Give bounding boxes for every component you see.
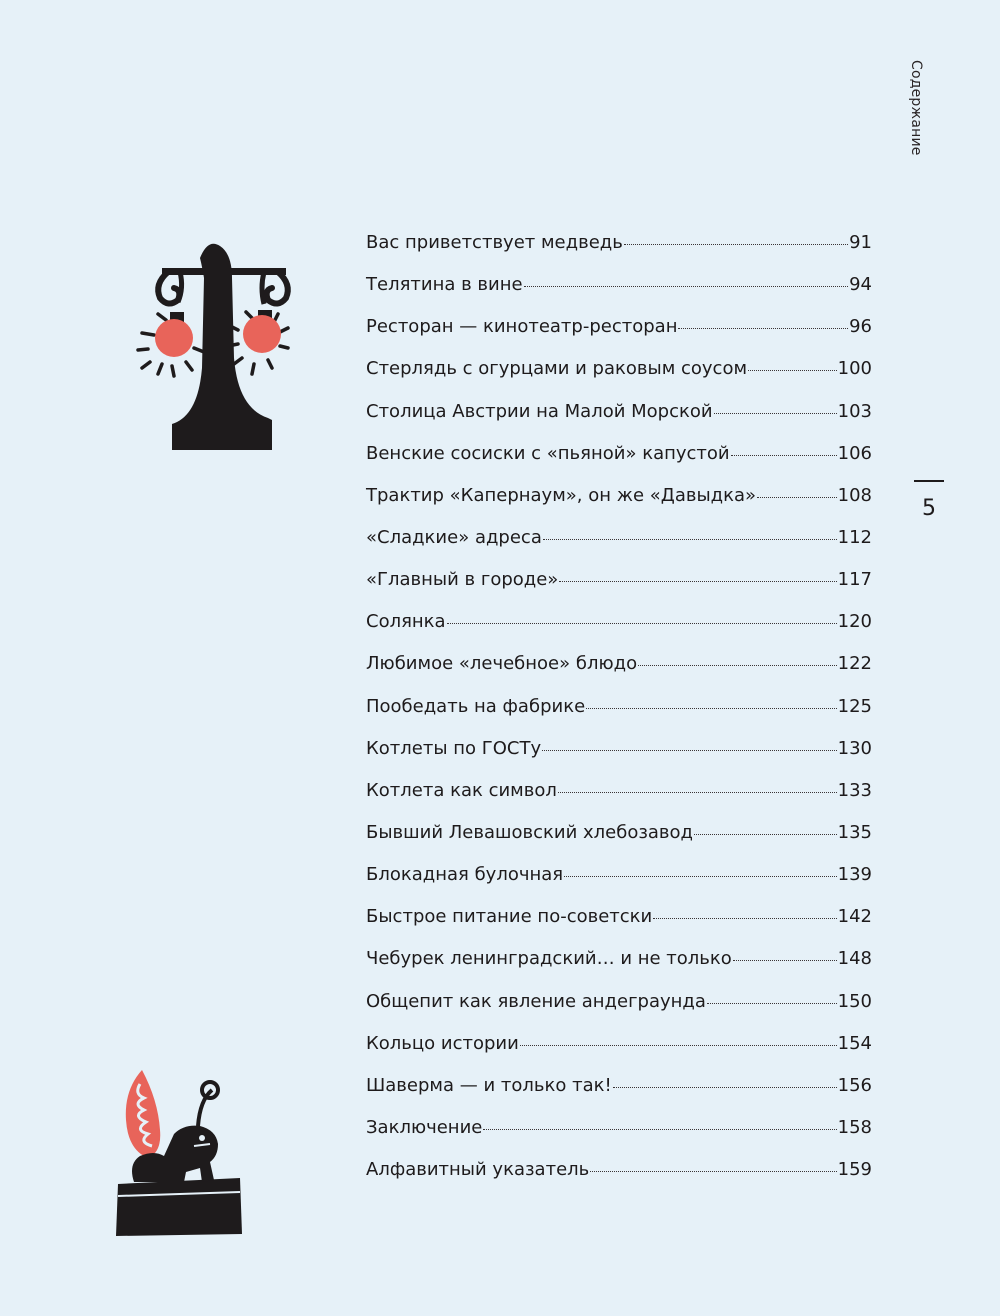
toc-entry-page: 125: [837, 695, 872, 717]
toc-entry[interactable]: [366, 653, 872, 695]
toc-entry[interactable]: [366, 232, 872, 274]
toc-entry-title: Шаверма — и только так!: [366, 1074, 612, 1096]
dot-leader: [542, 750, 837, 751]
toc-entry-title: Котлеты по ГОСТу: [366, 737, 542, 759]
dot-leader: [447, 623, 837, 624]
dot-leader: [558, 792, 837, 793]
dot-leader: [586, 708, 837, 709]
toc-entry[interactable]: [366, 991, 872, 1033]
toc-entry-page: 94: [849, 274, 872, 296]
toc-entry-title: Пообедать на фабрике: [366, 695, 586, 717]
street-lamp-icon: [128, 238, 304, 452]
toc-entry-page: 156: [837, 1074, 872, 1096]
toc-entry-title: Трактир «Капернаум», он же «Давыдка»: [366, 484, 757, 506]
dot-leader: [524, 286, 849, 287]
toc-entry-title: «Главный в городе»: [366, 569, 559, 591]
toc-entry[interactable]: [366, 1159, 872, 1201]
toc-entry[interactable]: [366, 401, 872, 443]
dot-leader: [590, 1171, 836, 1172]
toc-entry[interactable]: [366, 274, 872, 316]
toc-entry-page: 139: [837, 864, 872, 886]
toc-entry-page: 120: [837, 611, 872, 633]
dot-leader: [638, 665, 837, 666]
dot-leader: [653, 918, 836, 919]
dot-leader: [624, 244, 848, 245]
toc-entry[interactable]: [366, 696, 872, 738]
toc-entry[interactable]: [366, 527, 872, 569]
toc-entry[interactable]: [366, 443, 872, 485]
dot-leader: [678, 328, 848, 329]
toc-entry-page: 103: [837, 400, 872, 422]
toc-entry-title: Любимое «лечебное» блюдо: [366, 653, 638, 675]
toc-entry-title: Заключение: [366, 1116, 483, 1138]
toc-entry-title: Кольцо истории: [366, 1032, 519, 1054]
toc-entry-title: Быстрое питание по-советски: [366, 906, 653, 928]
dot-leader: [694, 834, 837, 835]
toc-entry-title: «Сладкие» адреса: [366, 526, 542, 548]
toc-entry-title: Телятина в вине: [366, 274, 523, 296]
dot-leader: [733, 960, 837, 961]
toc-entry-title: Алфавитный указатель: [366, 1159, 590, 1181]
page-number: 5: [922, 496, 936, 521]
toc-entry-page: 135: [837, 821, 872, 843]
toc-entry-page: 159: [837, 1159, 872, 1181]
dot-leader: [520, 1045, 837, 1046]
toc-entry-page: 154: [837, 1032, 872, 1054]
dot-leader: [731, 455, 837, 456]
toc-entry-title: Солянка: [366, 611, 446, 633]
toc-entry[interactable]: [366, 1033, 872, 1075]
table-of-contents: [366, 232, 872, 1201]
toc-entry[interactable]: [366, 358, 872, 400]
toc-entry[interactable]: [366, 780, 872, 822]
toc-entry-page: 96: [849, 316, 872, 338]
toc-entry[interactable]: [366, 611, 872, 653]
toc-entry[interactable]: [366, 316, 872, 358]
toc-entry-page: 142: [837, 906, 872, 928]
dot-leader: [714, 413, 837, 414]
toc-entry-title: Стерлядь с огурцами и раковым соусом: [366, 358, 748, 380]
toc-entry-page: 100: [837, 358, 872, 380]
toc-entry[interactable]: [366, 822, 872, 864]
dot-leader: [748, 370, 837, 371]
toc-entry-title: Общепит как явление андеграунда: [366, 990, 706, 1012]
toc-entry-title: Столица Австрии на Малой Морской: [366, 400, 713, 422]
toc-entry[interactable]: [366, 1117, 872, 1159]
dot-leader: [559, 581, 836, 582]
toc-entry[interactable]: [366, 948, 872, 990]
toc-entry-page: 91: [849, 232, 872, 253]
toc-entry[interactable]: [366, 864, 872, 906]
toc-entry-page: 150: [837, 990, 872, 1012]
toc-entry-title: Котлета как символ: [366, 779, 557, 801]
toc-entry-page: 117: [837, 569, 872, 591]
griffin-icon: [114, 1060, 250, 1236]
dot-leader: [564, 876, 837, 877]
toc-entry[interactable]: [366, 738, 872, 780]
page-number-marker: [914, 474, 944, 534]
toc-entry-page: 130: [837, 737, 872, 759]
toc-entry-page: 108: [837, 484, 872, 506]
toc-entry-title: Вас приветствует медведь: [366, 232, 623, 253]
toc-entry-title: Ресторан — кинотеатр-ресторан: [366, 316, 678, 338]
dot-leader: [483, 1129, 836, 1130]
toc-entry-page: 122: [837, 653, 872, 675]
dot-leader: [543, 539, 837, 540]
toc-entry[interactable]: [366, 485, 872, 527]
dot-leader: [757, 497, 837, 498]
toc-entry[interactable]: [366, 569, 872, 611]
dot-leader: [707, 1003, 837, 1004]
running-header-section: Содержание: [908, 60, 924, 156]
dot-leader: [613, 1087, 837, 1088]
toc-entry-page: 112: [837, 526, 872, 548]
toc-entry-title: Венские сосиски с «пьяной» капустой: [366, 442, 730, 464]
toc-entry-page: 148: [837, 948, 872, 970]
toc-entry-page: 158: [837, 1116, 872, 1138]
toc-entry-page: 106: [837, 442, 872, 464]
page-marker-rule: [914, 480, 944, 482]
toc-entry-page: 133: [837, 779, 872, 801]
toc-entry[interactable]: [366, 906, 872, 948]
toc-entry-title: Чебурек ленинградский… и не только: [366, 948, 732, 970]
toc-entry-title: Блокадная булочная: [366, 864, 564, 886]
toc-entry-title: Бывший Левашовский хлебозавод: [366, 821, 693, 843]
toc-entry[interactable]: [366, 1075, 872, 1117]
